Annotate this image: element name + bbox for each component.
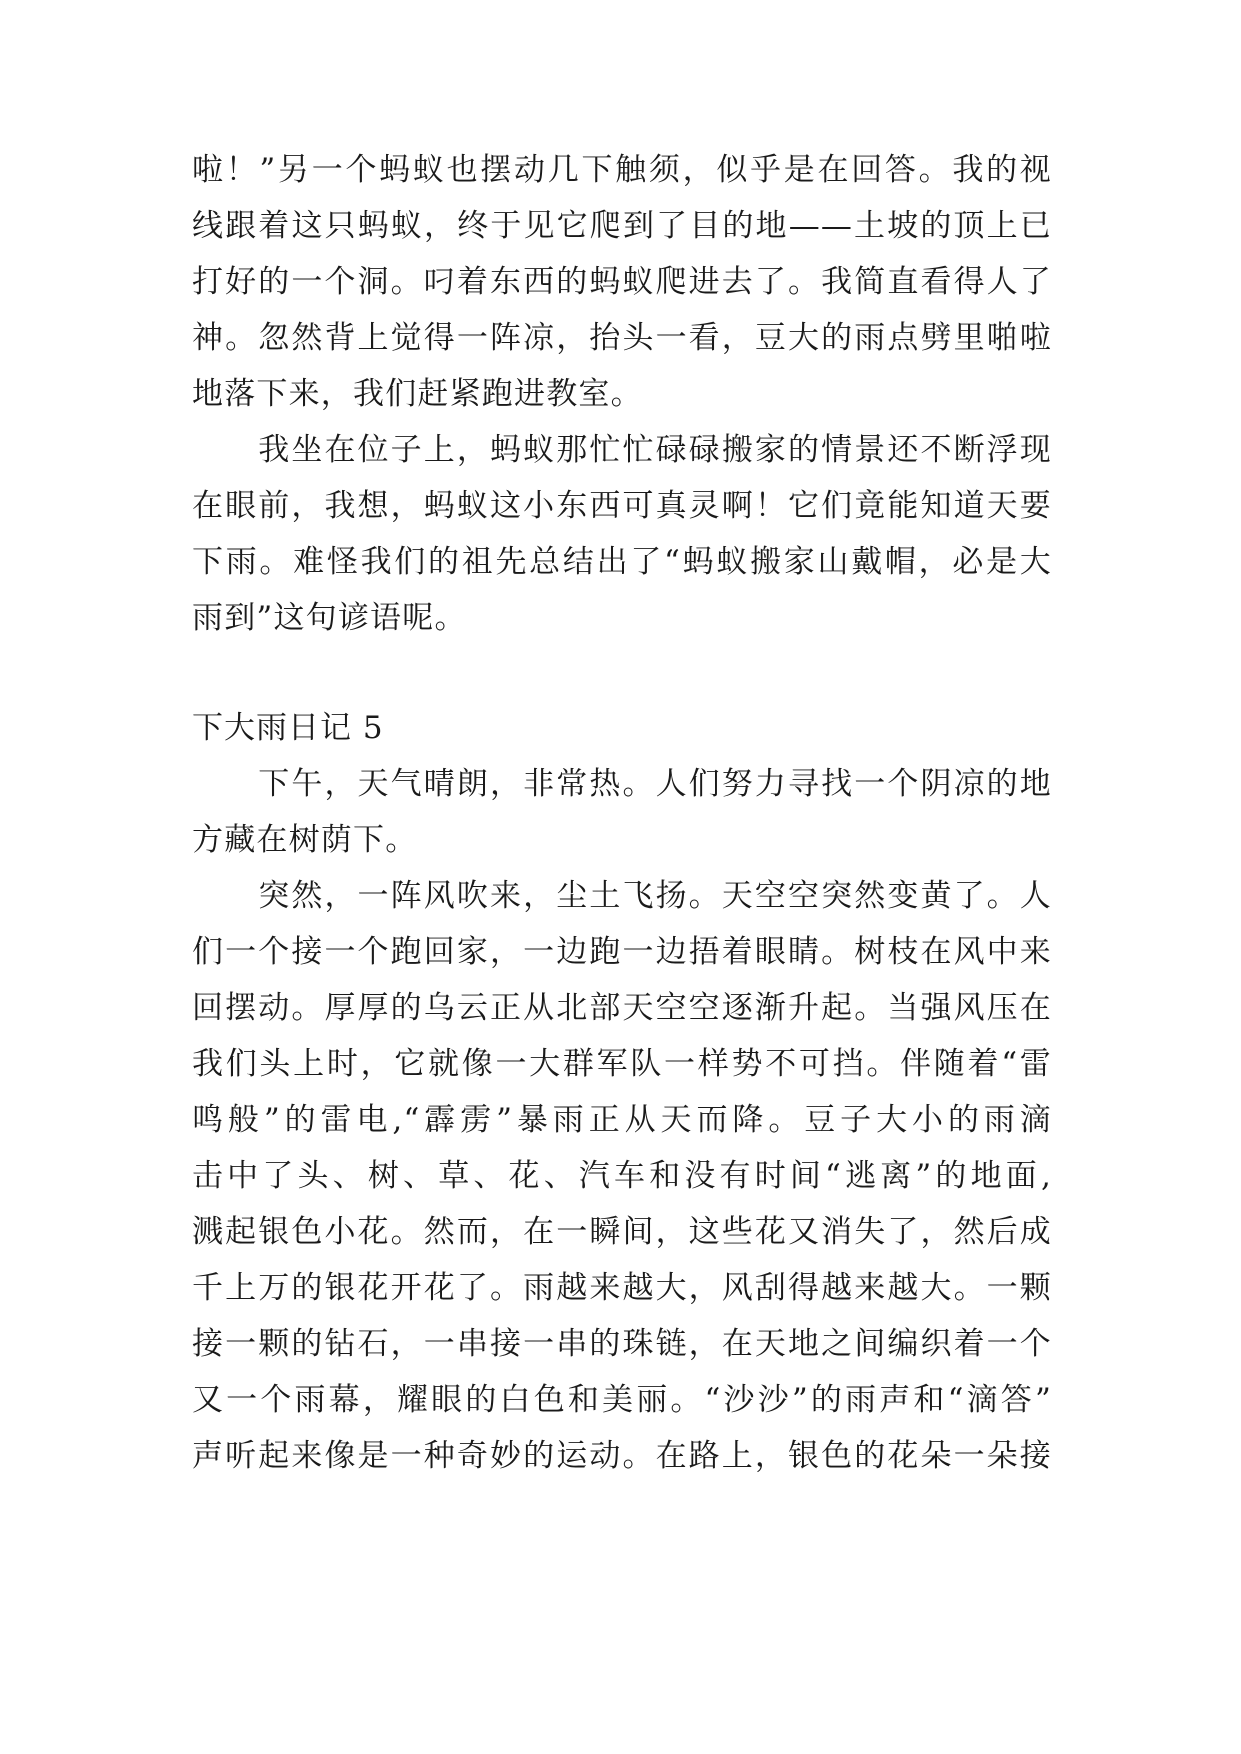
paragraph-line: 线跟着这只蚂蚁，终于见它爬到了目的地——土坡的顶上已: [192, 208, 1052, 244]
paragraph-line: 打好的一个洞。叼着东西的蚂蚁爬进去了。我简直看得人了: [192, 264, 1052, 300]
paragraph-line: 地落下来，我们赶紧跑进教室。: [192, 376, 643, 412]
paragraph-line: 击中了头、树、草、花、汽车和没有时间“逃离”的地面,: [192, 1158, 1052, 1194]
paragraph-line: 啦！”另一个蚂蚁也摆动几下触须，似乎是在回答。我的视: [192, 152, 1052, 188]
paragraph-line: 雨到”这句谚语呢。: [192, 600, 467, 636]
paragraph-line: 溅起银色小花。然而，在一瞬间，这些花又消失了，然后成: [192, 1214, 1052, 1250]
paragraph-line: 声听起来像是一种奇妙的运动。在路上，银色的花朵一朵接: [192, 1438, 1052, 1474]
paragraph-line: 们一个接一个跑回家，一边跑一边捂着眼睛。树枝在风中来: [192, 934, 1052, 970]
paragraph-line: 突然，一阵风吹来，尘土飞扬。天空空突然变黄了。人: [192, 878, 1052, 914]
paragraph-line: 下午，天气晴朗，非常热。人们努力寻找一个阴凉的地: [192, 766, 1052, 802]
paragraph-line: 在眼前，我想，蚂蚁这小东西可真灵啊！它们竟能知道天要: [192, 488, 1052, 524]
paragraph-line: 方藏在树荫下。: [192, 822, 418, 858]
paragraph-line: 鸣般”的雷电,“霹雳”暴雨正从天而降。豆子大小的雨滴: [192, 1102, 1052, 1138]
paragraph-line: 又一个雨幕，耀眼的白色和美丽。“沙沙”的雨声和“滴答”: [192, 1382, 1052, 1418]
paragraph-line: 接一颗的钻石，一串接一串的珠链，在天地之间编织着一个: [192, 1326, 1052, 1362]
paragraph-line: 千上万的银花开花了。雨越来越大，风刮得越来越大。一颗: [192, 1270, 1052, 1306]
paragraph-line: 回摆动。厚厚的乌云正从北部天空空逐渐升起。当强风压在: [192, 990, 1052, 1026]
paragraph-line: 神。忽然背上觉得一阵凉，抬头一看，豆大的雨点劈里啪啦: [192, 320, 1052, 356]
paragraph-line: 我坐在位子上，蚂蚁那忙忙碌碌搬家的情景还不断浮现: [192, 432, 1052, 468]
section-title: 下大雨日记 5: [192, 710, 384, 746]
paragraph-line: 下雨。难怪我们的祖先总结出了“蚂蚁搬家山戴帽，必是大: [192, 544, 1052, 580]
paragraph-line: 我们头上时，它就像一大群军队一样势不可挡。伴随着“雷: [192, 1046, 1052, 1082]
